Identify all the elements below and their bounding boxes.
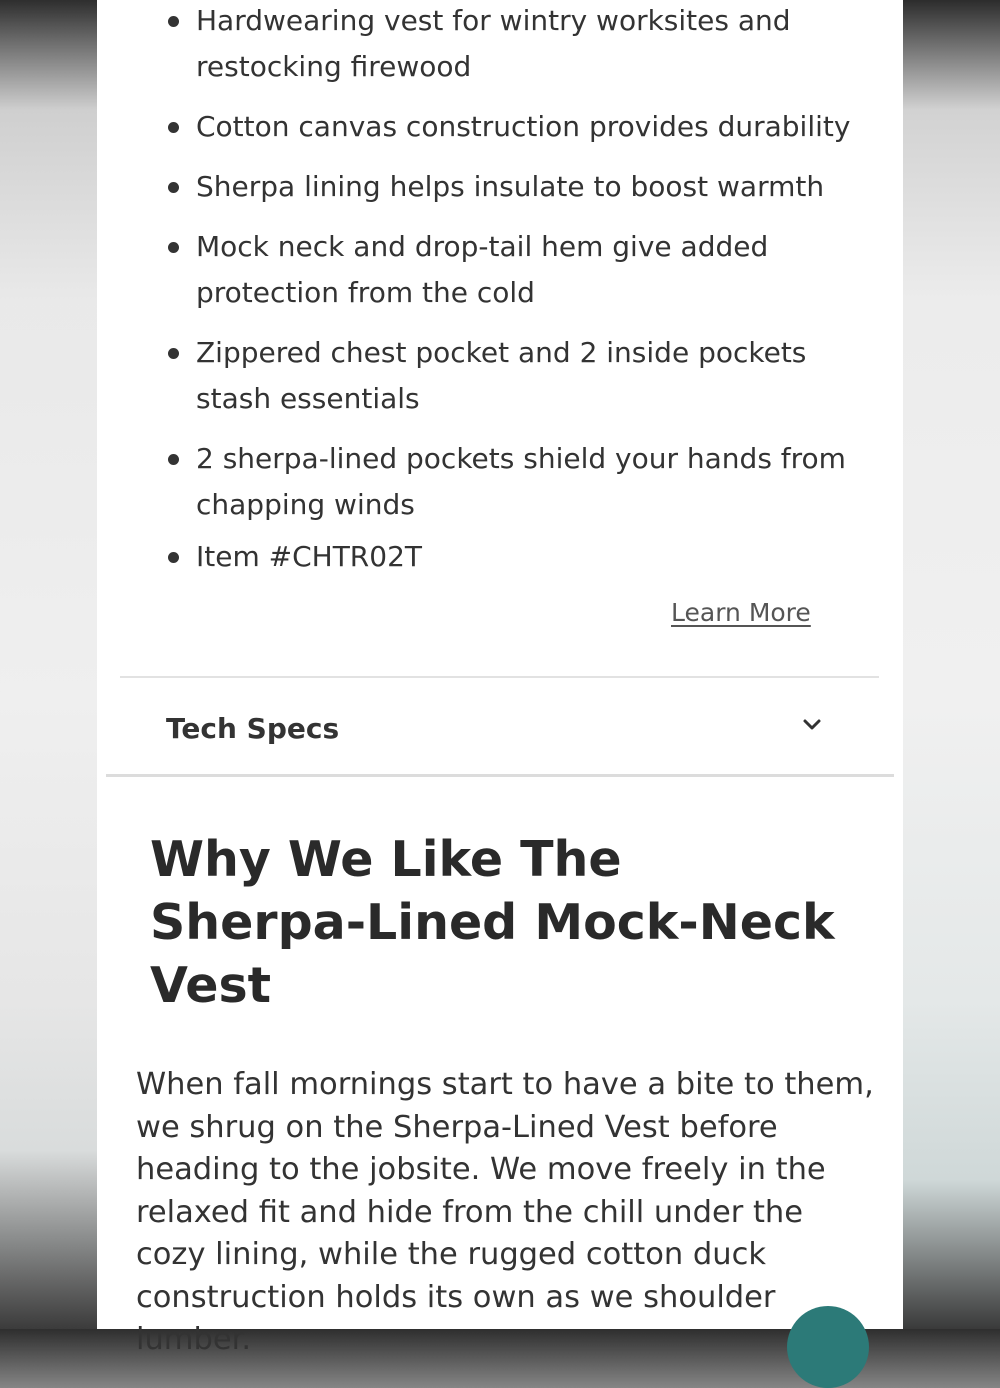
background-right [902, 0, 1000, 1329]
why-we-like-heading: Why We Like The Sherpa-Lined Mock-Neck Vest [150, 831, 835, 1014]
product-details-panel [97, 0, 903, 1357]
feature-item: Sherpa lining helps insulate to boost warmth [196, 164, 876, 210]
divider [106, 774, 894, 777]
feature-item: Hardwearing vest for wintry worksites and restocking firewood [196, 0, 876, 90]
feature-item: Item #CHTR02T [196, 534, 876, 580]
tech-specs-accordion[interactable] [120, 678, 879, 774]
feature-item: 2 sherpa-lined pockets shield your hands from chapping winds [196, 436, 876, 528]
feature-item: Zippered chest pocket and 2 inside pockets stash essentials [196, 330, 876, 422]
learn-more-link[interactable]: Learn More [671, 598, 811, 627]
chevron-down-icon [800, 716, 824, 734]
feature-item: Cotton canvas construction provides durability [196, 104, 876, 150]
why-we-like-body: When fall mornings start to have a bite to them, we shrug on the Sherpa-Lined Vest before heading to the jobsite. We move freely in the relaxed fit and hide from the chill under the cozy lining, while the rugged cotton duck construction holds its own as we shoulder lumber. [136, 1067, 874, 1357]
chat-button[interactable] [787, 1306, 869, 1388]
feature-item: Mock neck and drop-tail hem give added protection from the cold [196, 224, 876, 316]
tech-specs-title: Tech Specs [166, 712, 340, 745]
